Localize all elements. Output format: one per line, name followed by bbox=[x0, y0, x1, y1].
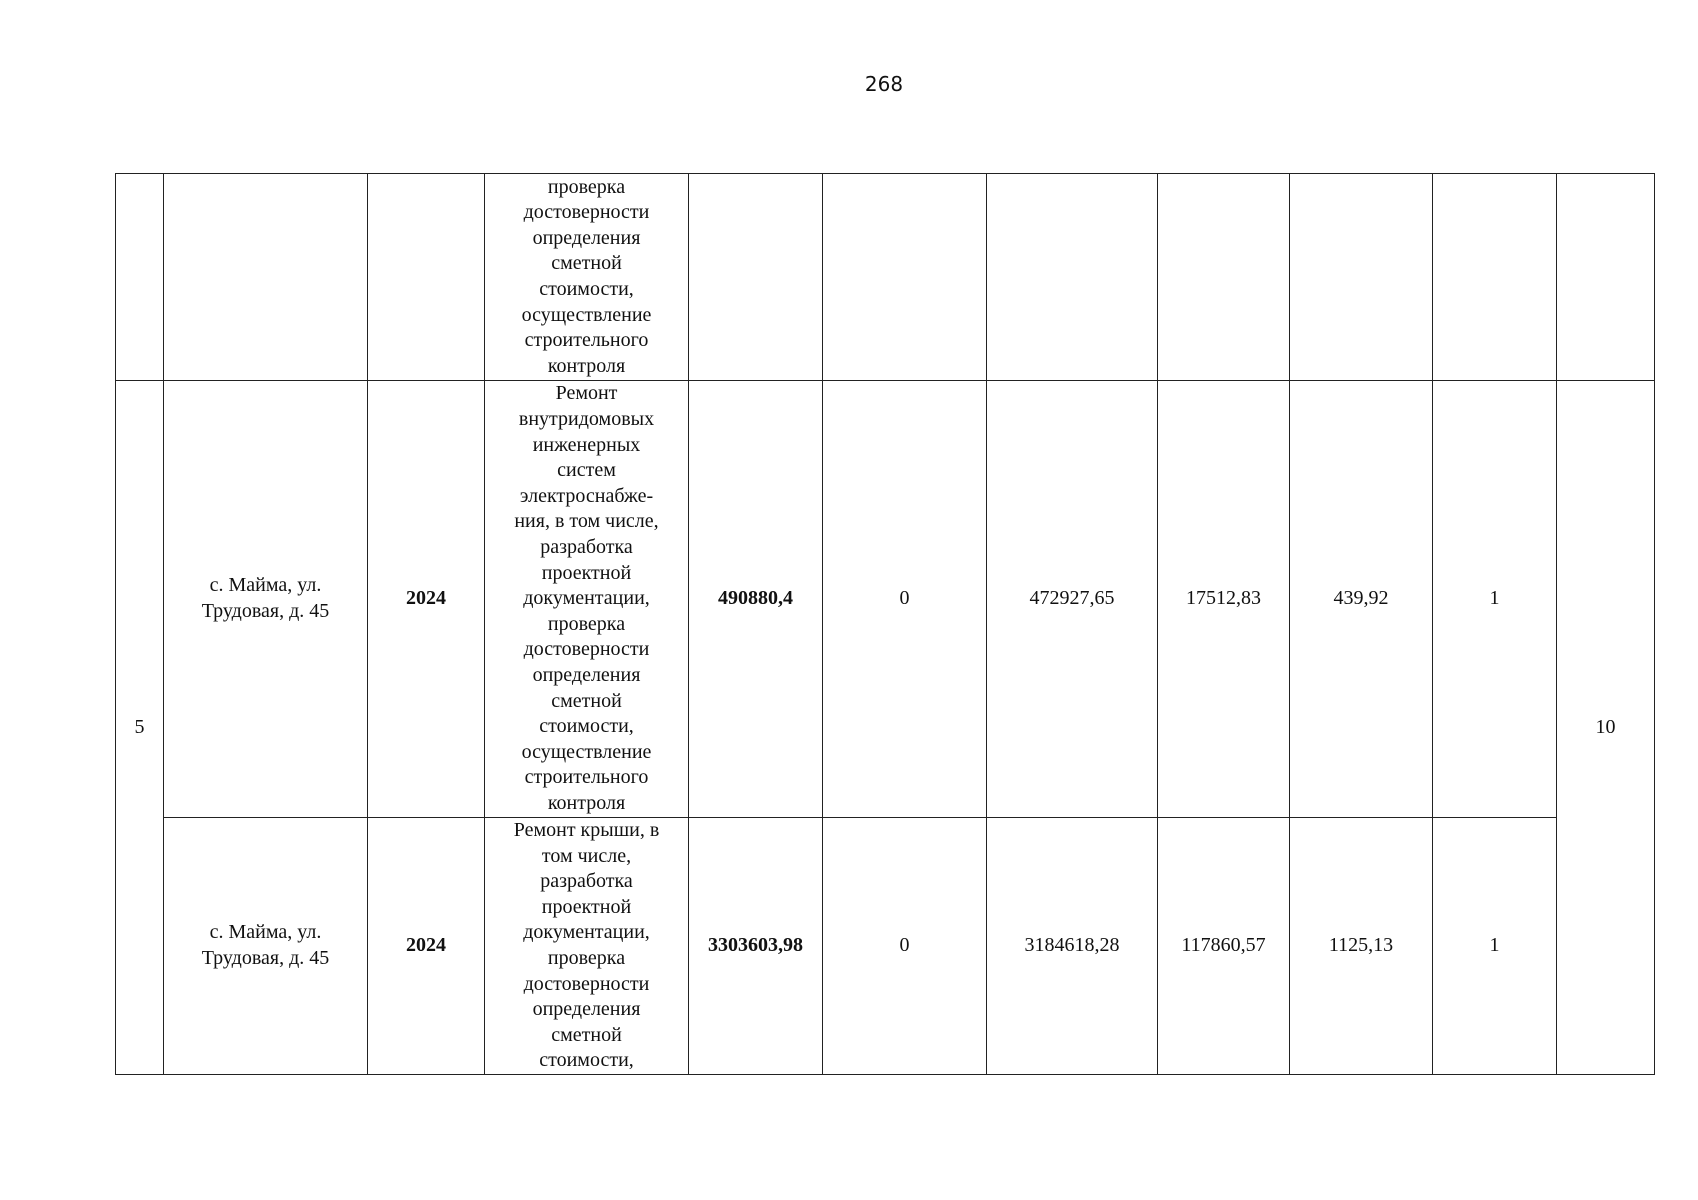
cell-col7-empty bbox=[987, 174, 1158, 381]
cell-col7: 3184618,28 bbox=[987, 818, 1158, 1075]
cell-col8-empty bbox=[1158, 174, 1290, 381]
cell-col8: 117860,57 bbox=[1158, 818, 1290, 1075]
cell-col9: 439,92 bbox=[1290, 381, 1433, 818]
cell-year: 2024 bbox=[368, 381, 485, 818]
table-row bbox=[116, 381, 1655, 818]
cell-work-description: Ремонт внутридомовых инженерных систем электроснабже- ния, в том числе, разработка проектной документации, проверка достоверности определения сметной стоимости, осуществление строительного контроля bbox=[485, 381, 689, 818]
cell-year-empty bbox=[368, 174, 485, 381]
cell-total-empty bbox=[689, 174, 823, 381]
cell-col10: 1 bbox=[1433, 381, 1557, 818]
cell-col9: 1125,13 bbox=[1290, 818, 1433, 1075]
cell-col6-empty bbox=[823, 174, 987, 381]
cell-address-empty bbox=[164, 174, 368, 381]
cell-year: 2024 bbox=[368, 818, 485, 1075]
cell-col6: 0 bbox=[823, 818, 987, 1075]
cell-total: 490880,4 bbox=[689, 381, 823, 818]
cell-work-description: Ремонт крыши, в том числе, разработка проектной документации, проверка достоверности определения сметной стоимости, bbox=[485, 818, 689, 1075]
cell-col8: 17512,83 bbox=[1158, 381, 1290, 818]
cell-col10-empty bbox=[1433, 174, 1557, 381]
cell-group-number: 5 bbox=[116, 381, 164, 1075]
table-row bbox=[116, 818, 1655, 1075]
cell-col11-empty bbox=[1557, 174, 1655, 381]
page-number: 268 bbox=[864, 72, 904, 96]
cell-col10: 1 bbox=[1433, 818, 1557, 1075]
works-table bbox=[115, 173, 1655, 1075]
table-row-continuation bbox=[116, 174, 1655, 381]
cell-col9-empty bbox=[1290, 174, 1433, 381]
cell-number-empty bbox=[116, 174, 164, 381]
cell-address: с. Майма, ул. Трудовая, д. 45 bbox=[164, 381, 368, 818]
cell-col7: 472927,65 bbox=[987, 381, 1158, 818]
cell-total: 3303603,98 bbox=[689, 818, 823, 1075]
cell-col6: 0 bbox=[823, 381, 987, 818]
cell-address: с. Майма, ул. Трудовая, д. 45 bbox=[164, 818, 368, 1075]
cell-work-description: проверка достоверности определения сметной стоимости, осуществление строительного контроля bbox=[485, 174, 689, 381]
cell-group-last: 10 bbox=[1557, 381, 1655, 1075]
